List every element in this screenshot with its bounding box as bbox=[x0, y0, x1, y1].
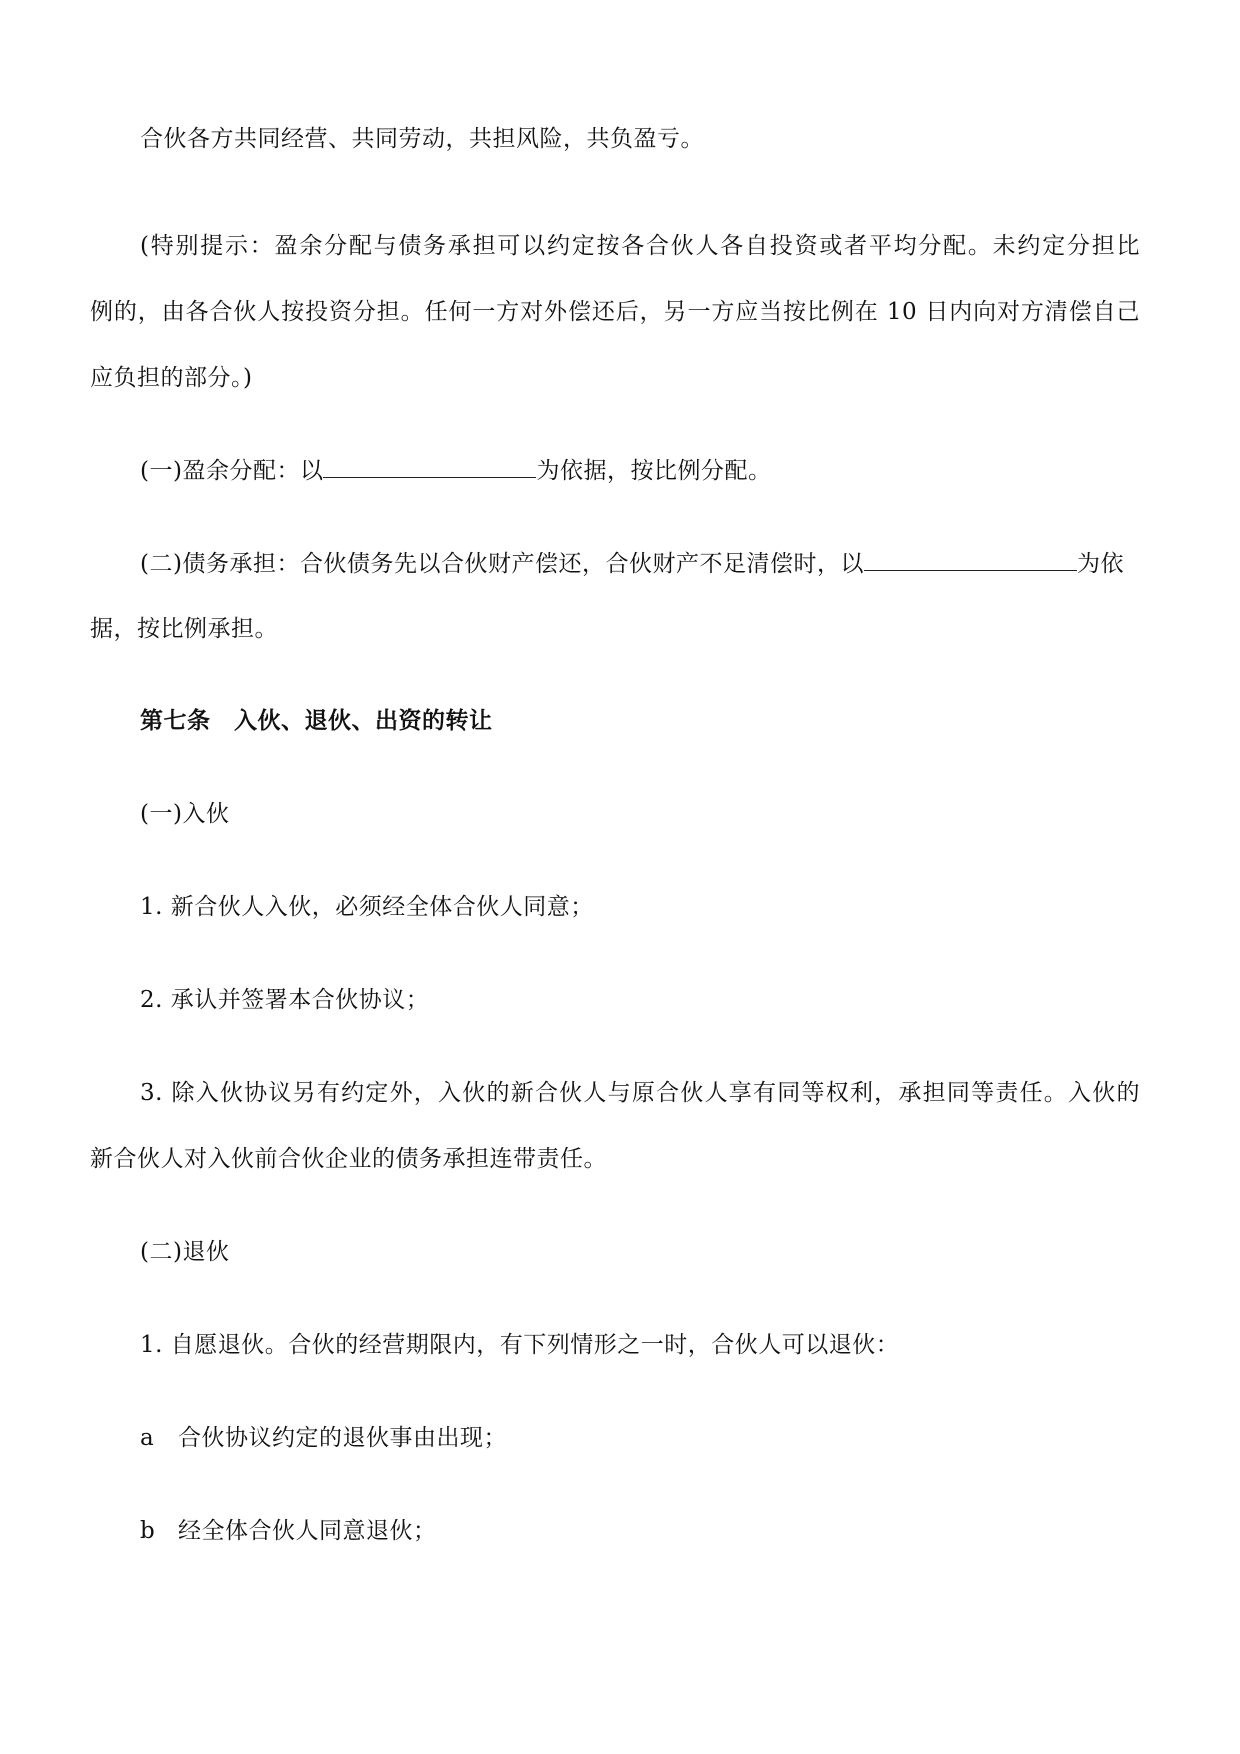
debt-bearing-clause-line-1 bbox=[140, 548, 1140, 579]
debt-bearing-clause-line-2: 据，按比例承担。 bbox=[90, 616, 278, 642]
admission-item-1: 1. 新合伙人入伙，必须经全体合伙人同意； bbox=[140, 894, 594, 920]
subsection-admission: (一)入伙 bbox=[140, 801, 230, 827]
withdrawal-condition-a bbox=[140, 1423, 507, 1453]
admission-item-2: 2. 承认并签署本合伙协议； bbox=[140, 987, 430, 1013]
surplus-distribution-suffix: 为依据，按比例分配。 bbox=[536, 458, 772, 484]
surplus-basis-blank[interactable] bbox=[323, 455, 536, 478]
withdrawal-item-1: 1. 自愿退伙。合伙的经营期限内，有下列情形之一时，合伙人可以退伙： bbox=[140, 1332, 900, 1358]
special-note-line-1: (特别提示：盈余分配与债务承担可以约定按各合伙人各自投资或者平均分配。未约定分担比 bbox=[140, 233, 1140, 259]
list-marker-a: a bbox=[140, 1425, 155, 1451]
surplus-distribution-prefix: (一)盈余分配：以 bbox=[140, 458, 324, 484]
article-seven-heading: 第七条 入伙、退伙、出资的转让 bbox=[140, 707, 493, 734]
withdrawal-condition-b-text: 经全体合伙人同意退伙； bbox=[178, 1518, 437, 1544]
admission-item-3-line-1: 3. 除入伙协议另有约定外，入伙的新合伙人与原合伙人享有同等权利，承担同等责任。入伙的 bbox=[140, 1080, 1140, 1106]
debt-bearing-prefix: (二)债务承担：合伙债务先以合伙财产偿还，合伙财产不足清偿时，以 bbox=[140, 551, 864, 577]
paragraph-joint-operation: 合伙各方共同经营、共同劳动，共担风险，共负盈亏。 bbox=[140, 126, 704, 152]
debt-basis-blank[interactable] bbox=[864, 548, 1077, 571]
list-marker-b: b bbox=[140, 1518, 156, 1544]
debt-bearing-suffix: 为依 bbox=[1076, 551, 1124, 577]
withdrawal-condition-a-text: 合伙协议约定的退伙事由出现； bbox=[178, 1425, 507, 1451]
subsection-withdrawal: (二)退伙 bbox=[140, 1239, 230, 1265]
special-note-line-3: 应负担的部分。) bbox=[90, 365, 253, 391]
admission-item-3-line-2: 新合伙人对入伙前合伙企业的债务承担连带责任。 bbox=[90, 1146, 607, 1172]
withdrawal-condition-b bbox=[140, 1516, 437, 1546]
surplus-distribution-clause bbox=[140, 455, 771, 486]
special-note-line-2: 例的，由各合伙人按投资分担。任何一方对外偿还后，另一方应当按比例在 10 日内向对方清偿自己 bbox=[90, 299, 1140, 325]
